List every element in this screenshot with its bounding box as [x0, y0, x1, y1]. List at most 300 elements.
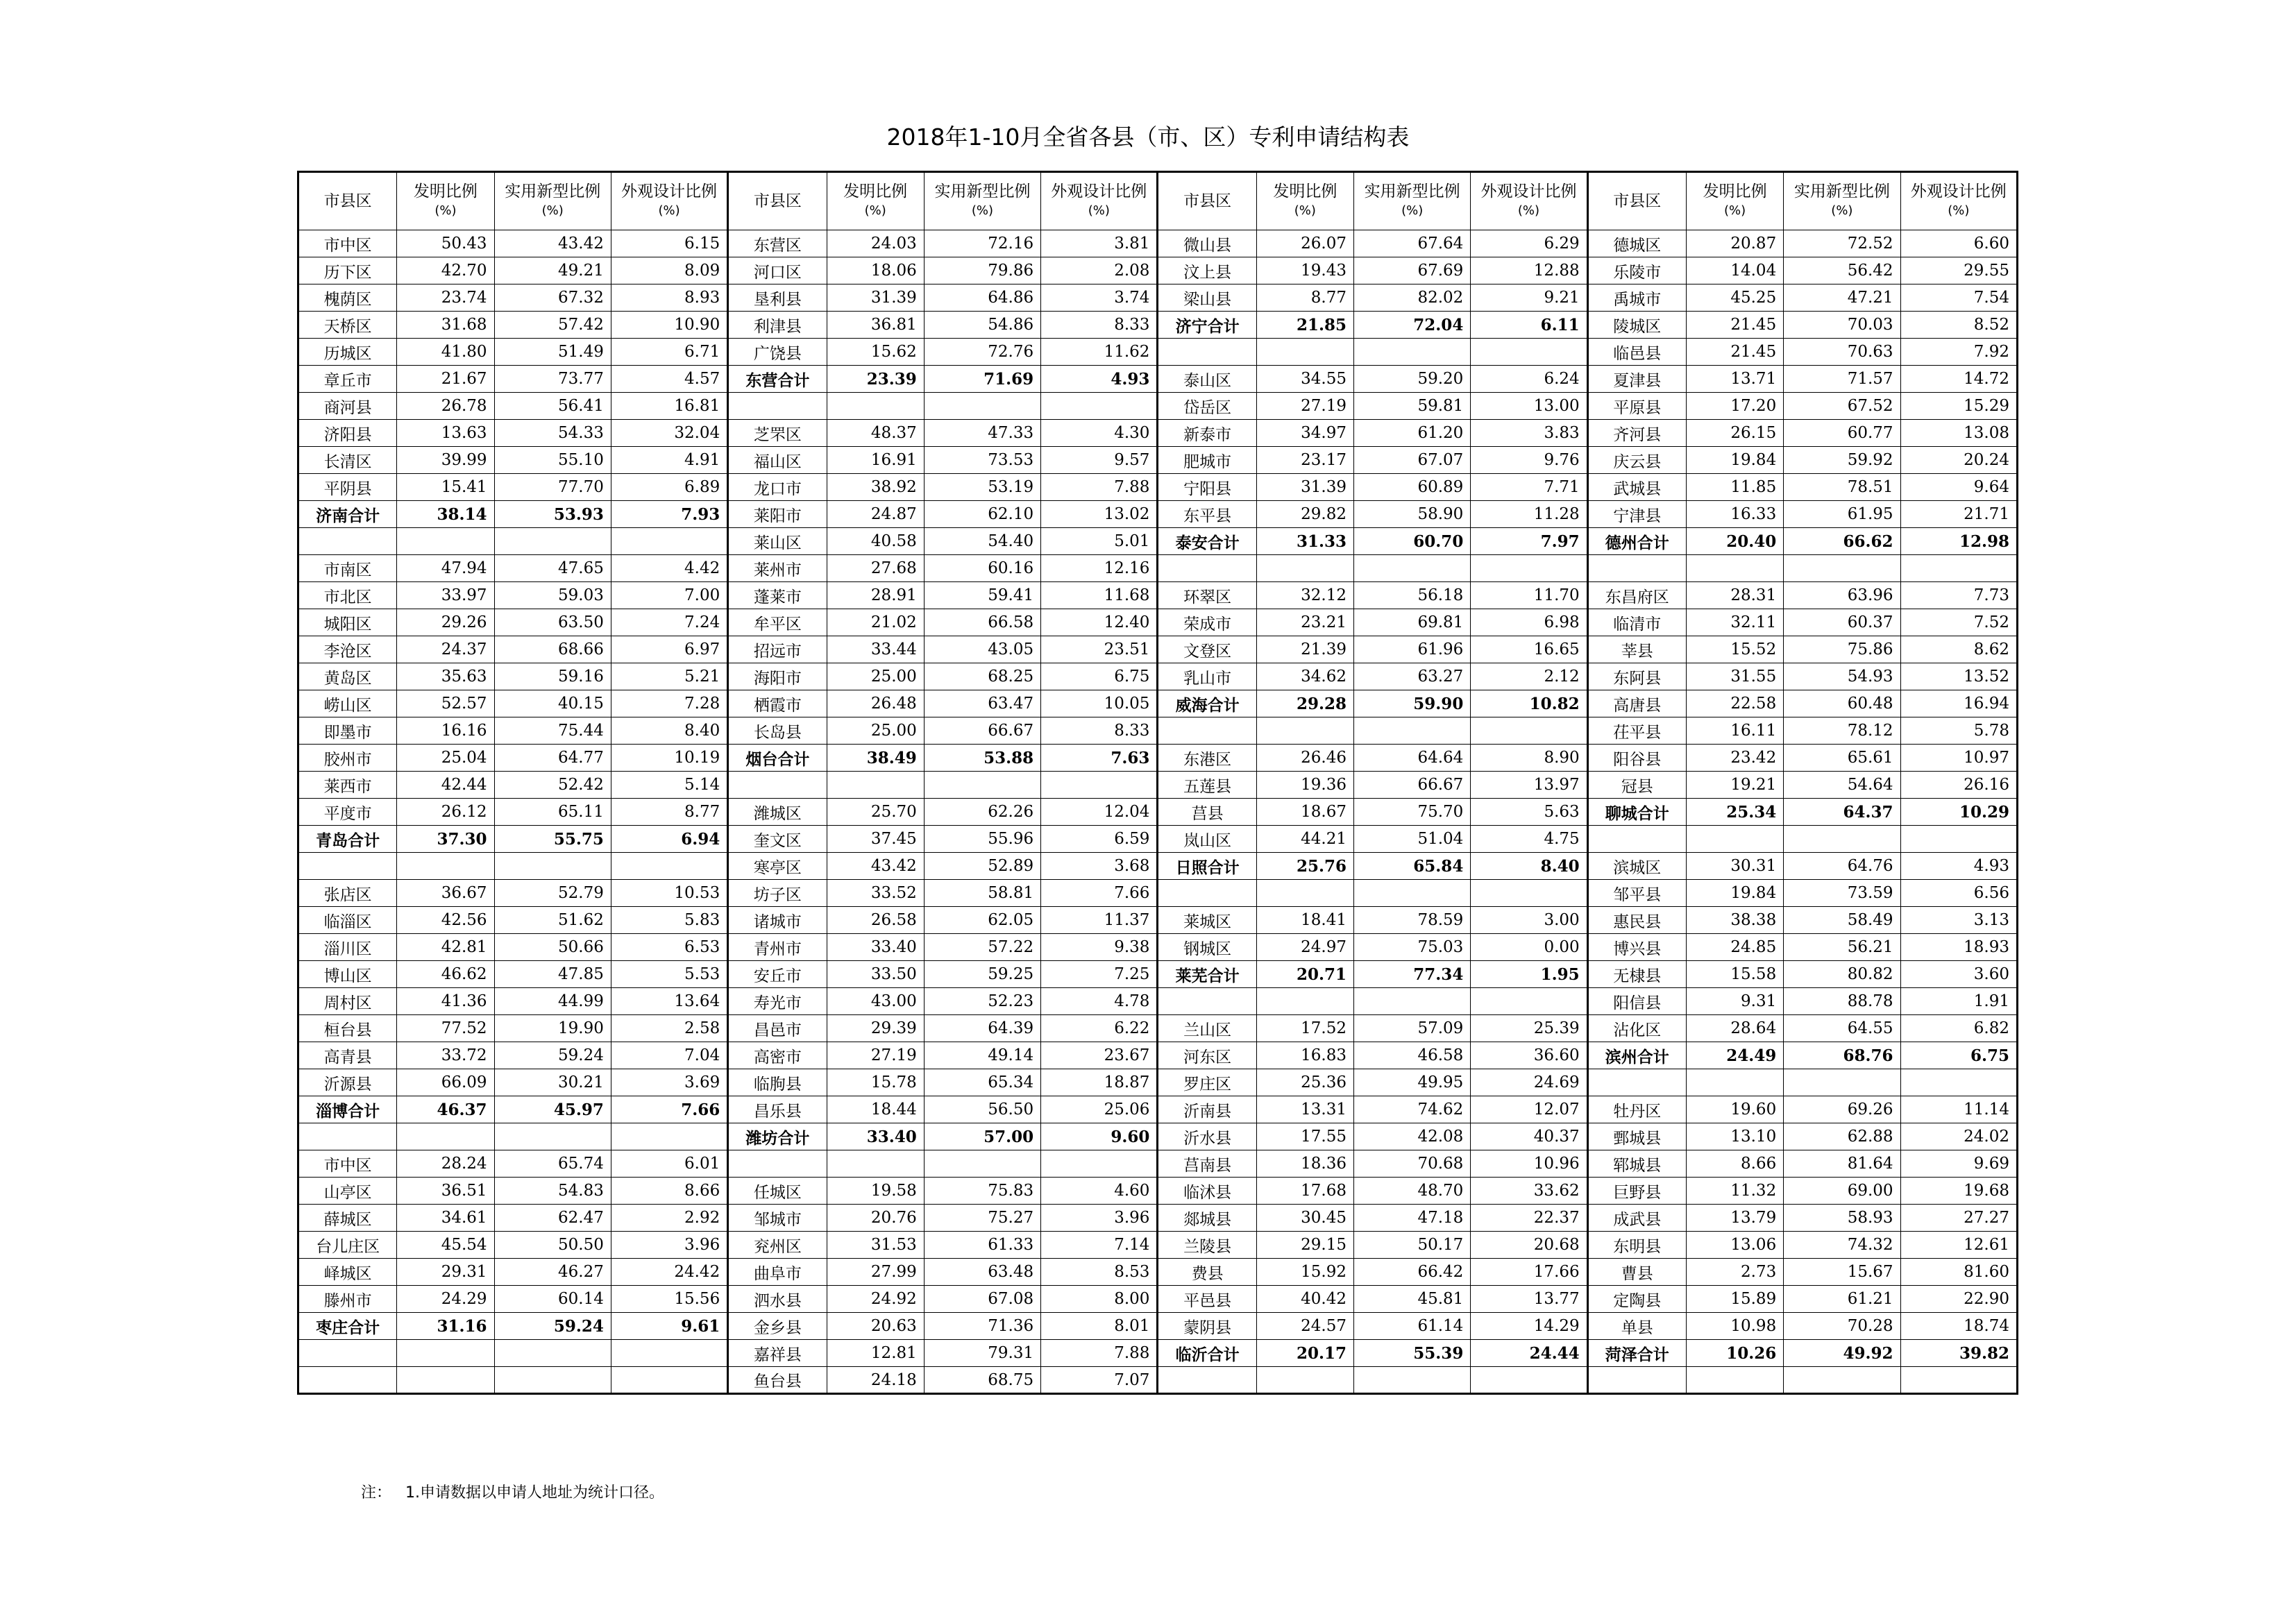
- invention-cell: 26.15: [1686, 420, 1783, 447]
- table-row: [298, 257, 2018, 284]
- utility-cell: [1354, 1367, 1471, 1394]
- region-cell: 东阿县: [1587, 663, 1686, 690]
- invention-cell: 25.04: [397, 745, 494, 772]
- header-invention-label: 发明比例: [413, 182, 478, 201]
- utility-cell: 59.81: [1354, 393, 1471, 420]
- header-row: [298, 172, 2018, 230]
- design-cell: 4.91: [611, 447, 727, 474]
- invention-cell: 44.21: [1256, 826, 1353, 853]
- design-cell: 7.14: [1041, 1232, 1158, 1259]
- header-utility: [924, 172, 1040, 230]
- design-cell: 18.87: [1041, 1069, 1158, 1096]
- header-utility: [494, 172, 611, 230]
- utility-cell: 88.78: [1784, 988, 1900, 1015]
- design-cell: 13.77: [1471, 1286, 1587, 1313]
- header-invention: [1686, 172, 1783, 230]
- table-row: [298, 1259, 2018, 1286]
- region-cell: 五莲县: [1158, 772, 1256, 799]
- utility-cell: 75.70: [1354, 799, 1471, 826]
- invention-cell: 27.99: [827, 1259, 924, 1286]
- design-cell: [611, 853, 727, 880]
- invention-cell: 19.36: [1256, 772, 1353, 799]
- invention-cell: [1256, 988, 1353, 1015]
- region-cell: 鄄城县: [1587, 1123, 1686, 1150]
- design-cell: [1900, 1367, 2017, 1394]
- utility-cell: 77.34: [1354, 961, 1471, 988]
- header-region: [298, 172, 397, 230]
- utility-cell: 68.25: [924, 663, 1040, 690]
- invention-cell: 13.10: [1686, 1123, 1783, 1150]
- design-cell: 6.29: [1471, 230, 1587, 257]
- utility-cell: 72.16: [924, 230, 1040, 257]
- utility-cell: 59.41: [924, 582, 1040, 609]
- design-cell: 4.78: [1041, 988, 1158, 1015]
- region-cell: 新泰市: [1158, 420, 1256, 447]
- table-row: [298, 1232, 2018, 1259]
- utility-cell: 66.42: [1354, 1259, 1471, 1286]
- invention-cell: 28.91: [827, 582, 924, 609]
- table-row: [298, 853, 2018, 880]
- invention-cell: 32.11: [1686, 609, 1783, 636]
- region-cell: 垦利县: [728, 284, 827, 312]
- invention-cell: 48.37: [827, 420, 924, 447]
- design-cell: 16.94: [1900, 690, 2017, 717]
- utility-cell: 56.18: [1354, 582, 1471, 609]
- region-cell: [1158, 555, 1256, 582]
- invention-cell: 26.48: [827, 690, 924, 717]
- invention-cell: 33.52: [827, 880, 924, 907]
- region-cell: 平邑县: [1158, 1286, 1256, 1313]
- design-cell: 8.62: [1900, 636, 2017, 663]
- utility-cell: 47.85: [494, 961, 611, 988]
- region-cell: 市中区: [298, 230, 397, 257]
- region-cell: 临清市: [1587, 609, 1686, 636]
- design-cell: 13.00: [1471, 393, 1587, 420]
- utility-cell: 65.84: [1354, 853, 1471, 880]
- utility-cell: 49.21: [494, 257, 611, 284]
- region-cell: 惠民县: [1587, 907, 1686, 934]
- invention-cell: 8.77: [1256, 284, 1353, 312]
- utility-cell: 73.53: [924, 447, 1040, 474]
- design-cell: 36.60: [1471, 1042, 1587, 1069]
- table-row: [298, 1096, 2018, 1123]
- invention-cell: 52.57: [397, 690, 494, 717]
- invention-cell: 50.43: [397, 230, 494, 257]
- utility-cell: 62.88: [1784, 1123, 1900, 1150]
- region-cell: 东营区: [728, 230, 827, 257]
- design-cell: 7.66: [611, 1096, 727, 1123]
- utility-cell: [494, 1123, 611, 1150]
- region-cell: 菏泽合计: [1587, 1340, 1686, 1367]
- invention-cell: 18.44: [827, 1096, 924, 1123]
- region-cell: 牡丹区: [1587, 1096, 1686, 1123]
- region-cell: 梁山县: [1158, 284, 1256, 312]
- region-cell: 郓城县: [1587, 1150, 1686, 1178]
- region-cell: 坊子区: [728, 880, 827, 907]
- design-cell: 6.60: [1900, 230, 2017, 257]
- design-cell: 12.61: [1900, 1232, 2017, 1259]
- design-cell: [1471, 880, 1587, 907]
- table-row: [298, 1367, 2018, 1394]
- invention-cell: 15.52: [1686, 636, 1783, 663]
- design-cell: 10.05: [1041, 690, 1158, 717]
- invention-cell: 15.62: [827, 339, 924, 366]
- region-cell: 寿光市: [728, 988, 827, 1015]
- header-utility-label: 实用新型比例: [505, 182, 601, 201]
- invention-cell: 11.85: [1686, 474, 1783, 501]
- design-cell: 9.21: [1471, 284, 1587, 312]
- design-cell: 16.81: [611, 393, 727, 420]
- utility-cell: 64.76: [1784, 853, 1900, 880]
- utility-cell: 72.04: [1354, 312, 1471, 339]
- invention-cell: 45.25: [1686, 284, 1783, 312]
- design-cell: 15.56: [611, 1286, 727, 1313]
- invention-cell: 42.81: [397, 934, 494, 961]
- invention-cell: 38.38: [1686, 907, 1783, 934]
- invention-cell: 39.99: [397, 447, 494, 474]
- invention-cell: 33.97: [397, 582, 494, 609]
- design-cell: 6.59: [1041, 826, 1158, 853]
- invention-cell: [1256, 880, 1353, 907]
- region-cell: 青岛合计: [298, 826, 397, 853]
- design-cell: 10.96: [1471, 1150, 1587, 1178]
- invention-cell: 45.54: [397, 1232, 494, 1259]
- utility-cell: 54.64: [1784, 772, 1900, 799]
- header-design: [611, 172, 727, 230]
- design-cell: 11.70: [1471, 582, 1587, 609]
- invention-cell: 29.31: [397, 1259, 494, 1286]
- region-cell: 薛城区: [298, 1205, 397, 1232]
- invention-cell: 37.45: [827, 826, 924, 853]
- design-cell: [1471, 1367, 1587, 1394]
- invention-cell: 23.74: [397, 284, 494, 312]
- utility-cell: 30.21: [494, 1069, 611, 1096]
- region-cell: 德州合计: [1587, 528, 1686, 555]
- unit-label: (%): [1831, 203, 1853, 218]
- design-cell: 7.28: [611, 690, 727, 717]
- design-cell: 5.21: [611, 663, 727, 690]
- region-cell: 任城区: [728, 1178, 827, 1205]
- utility-cell: 72.52: [1784, 230, 1900, 257]
- invention-cell: [397, 853, 494, 880]
- invention-cell: [827, 1150, 924, 1178]
- invention-cell: 30.31: [1686, 853, 1783, 880]
- region-cell: 无棣县: [1587, 961, 1686, 988]
- design-cell: [1900, 1069, 2017, 1096]
- design-cell: 13.02: [1041, 501, 1158, 528]
- utility-cell: 60.70: [1354, 528, 1471, 555]
- design-cell: 8.01: [1041, 1313, 1158, 1340]
- utility-cell: 60.16: [924, 555, 1040, 582]
- invention-cell: 13.31: [1256, 1096, 1353, 1123]
- invention-cell: 17.55: [1256, 1123, 1353, 1150]
- region-cell: 莱阳市: [728, 501, 827, 528]
- region-cell: [1158, 880, 1256, 907]
- region-cell: 章丘市: [298, 366, 397, 393]
- utility-cell: 45.81: [1354, 1286, 1471, 1313]
- footnote: [361, 1481, 678, 1502]
- table-row: [298, 501, 2018, 528]
- region-cell: 博兴县: [1587, 934, 1686, 961]
- region-cell: 茌平县: [1587, 717, 1686, 745]
- region-cell: 市中区: [298, 1150, 397, 1178]
- region-cell: 邹城市: [728, 1205, 827, 1232]
- design-cell: 14.29: [1471, 1313, 1587, 1340]
- region-cell: [1587, 1069, 1686, 1096]
- header-region-label: 市县区: [1613, 192, 1662, 210]
- invention-cell: 42.56: [397, 907, 494, 934]
- region-cell: 宁阳县: [1158, 474, 1256, 501]
- design-cell: 11.14: [1900, 1096, 2017, 1123]
- table-row: [298, 1069, 2018, 1096]
- page-title: 2018年1-10月全省各县（市、区）专利申请结构表: [886, 124, 1410, 151]
- design-cell: 18.93: [1900, 934, 2017, 961]
- design-cell: 8.40: [611, 717, 727, 745]
- invention-cell: 66.09: [397, 1069, 494, 1096]
- design-cell: 25.06: [1041, 1096, 1158, 1123]
- utility-cell: 55.39: [1354, 1340, 1471, 1367]
- design-cell: 7.00: [611, 582, 727, 609]
- footnote-label: 注：: [361, 1484, 392, 1502]
- invention-cell: 40.42: [1256, 1286, 1353, 1313]
- design-cell: 29.55: [1900, 257, 2017, 284]
- design-cell: [611, 1340, 727, 1367]
- utility-cell: 56.42: [1784, 257, 1900, 284]
- table-row: [298, 717, 2018, 745]
- region-cell: [298, 853, 397, 880]
- invention-cell: 10.26: [1686, 1340, 1783, 1367]
- utility-cell: 82.02: [1354, 284, 1471, 312]
- invention-cell: 38.14: [397, 501, 494, 528]
- utility-cell: 68.66: [494, 636, 611, 663]
- utility-cell: [1354, 339, 1471, 366]
- design-cell: 6.01: [611, 1150, 727, 1178]
- invention-cell: 36.67: [397, 880, 494, 907]
- region-cell: 环翠区: [1158, 582, 1256, 609]
- region-cell: 岚山区: [1158, 826, 1256, 853]
- invention-cell: 34.61: [397, 1205, 494, 1232]
- invention-cell: 24.18: [827, 1367, 924, 1394]
- region-cell: 平原县: [1587, 393, 1686, 420]
- header-region-label: 市县区: [323, 192, 372, 210]
- region-cell: [1158, 988, 1256, 1015]
- region-cell: 定陶县: [1587, 1286, 1686, 1313]
- design-cell: 26.16: [1900, 772, 2017, 799]
- design-cell: [611, 1123, 727, 1150]
- region-cell: 滨城区: [1587, 853, 1686, 880]
- table-row: [298, 663, 2018, 690]
- invention-cell: 46.37: [397, 1096, 494, 1123]
- design-cell: 4.30: [1041, 420, 1158, 447]
- utility-cell: 55.96: [924, 826, 1040, 853]
- utility-cell: [1354, 555, 1471, 582]
- invention-cell: 20.76: [827, 1205, 924, 1232]
- table-row: [298, 690, 2018, 717]
- utility-cell: 67.69: [1354, 257, 1471, 284]
- design-cell: 9.64: [1900, 474, 2017, 501]
- table-row: [298, 1042, 2018, 1069]
- design-cell: 8.53: [1041, 1259, 1158, 1286]
- design-cell: 14.72: [1900, 366, 2017, 393]
- design-cell: 9.69: [1900, 1150, 2017, 1178]
- utility-cell: [494, 528, 611, 555]
- design-cell: 12.07: [1471, 1096, 1587, 1123]
- unit-label: (%): [1088, 203, 1110, 218]
- region-cell: 青州市: [728, 934, 827, 961]
- utility-cell: 66.62: [1784, 528, 1900, 555]
- region-cell: 东平县: [1158, 501, 1256, 528]
- utility-cell: 65.11: [494, 799, 611, 826]
- design-cell: [1471, 555, 1587, 582]
- region-cell: [1587, 826, 1686, 853]
- design-cell: [1471, 717, 1587, 745]
- design-cell: 7.88: [1041, 474, 1158, 501]
- utility-cell: 68.75: [924, 1367, 1040, 1394]
- invention-cell: 17.52: [1256, 1015, 1353, 1042]
- invention-cell: 19.84: [1686, 447, 1783, 474]
- utility-cell: 61.33: [924, 1232, 1040, 1259]
- design-cell: 25.39: [1471, 1015, 1587, 1042]
- design-cell: 6.98: [1471, 609, 1587, 636]
- table-row: [298, 582, 2018, 609]
- utility-cell: [924, 1150, 1040, 1178]
- design-cell: 22.90: [1900, 1286, 2017, 1313]
- region-cell: 山亭区: [298, 1178, 397, 1205]
- design-cell: 5.53: [611, 961, 727, 988]
- utility-cell: 67.64: [1354, 230, 1471, 257]
- region-cell: 莒县: [1158, 799, 1256, 826]
- utility-cell: 78.59: [1354, 907, 1471, 934]
- utility-cell: 51.04: [1354, 826, 1471, 853]
- region-cell: 崂山区: [298, 690, 397, 717]
- utility-cell: [1784, 1367, 1900, 1394]
- utility-cell: 78.12: [1784, 717, 1900, 745]
- invention-cell: [1256, 555, 1353, 582]
- region-cell: 长岛县: [728, 717, 827, 745]
- region-cell: 泗水县: [728, 1286, 827, 1313]
- table-row: [298, 1178, 2018, 1205]
- invention-cell: 42.44: [397, 772, 494, 799]
- design-cell: 6.22: [1041, 1015, 1158, 1042]
- utility-cell: 52.23: [924, 988, 1040, 1015]
- invention-cell: 25.00: [827, 717, 924, 745]
- utility-cell: [1784, 555, 1900, 582]
- utility-cell: [494, 1340, 611, 1367]
- invention-cell: 28.64: [1686, 1015, 1783, 1042]
- region-cell: 泰安合计: [1158, 528, 1256, 555]
- invention-cell: 26.46: [1256, 745, 1353, 772]
- design-cell: 8.33: [1041, 717, 1158, 745]
- invention-cell: 25.76: [1256, 853, 1353, 880]
- table-row: [298, 393, 2018, 420]
- invention-cell: 24.29: [397, 1286, 494, 1313]
- utility-cell: 64.39: [924, 1015, 1040, 1042]
- design-cell: [611, 528, 727, 555]
- design-cell: 24.69: [1471, 1069, 1587, 1096]
- region-cell: 高唐县: [1587, 690, 1686, 717]
- unit-label: (%): [434, 203, 457, 218]
- invention-cell: 34.62: [1256, 663, 1353, 690]
- unit-label: (%): [864, 203, 886, 218]
- utility-cell: 70.28: [1784, 1313, 1900, 1340]
- design-cell: 12.98: [1900, 528, 2017, 555]
- invention-cell: 24.87: [827, 501, 924, 528]
- design-cell: 6.11: [1471, 312, 1587, 339]
- region-cell: 济宁合计: [1158, 312, 1256, 339]
- region-cell: 东明县: [1587, 1232, 1686, 1259]
- region-cell: 鱼台县: [728, 1367, 827, 1394]
- utility-cell: 66.67: [924, 717, 1040, 745]
- utility-cell: 59.24: [494, 1042, 611, 1069]
- region-cell: 冠县: [1587, 772, 1686, 799]
- utility-cell: 55.10: [494, 447, 611, 474]
- region-cell: 峄城区: [298, 1259, 397, 1286]
- region-cell: 齐河县: [1587, 420, 1686, 447]
- region-cell: 临沭县: [1158, 1178, 1256, 1205]
- region-cell: 安丘市: [728, 961, 827, 988]
- utility-cell: 61.96: [1354, 636, 1471, 663]
- invention-cell: 21.45: [1686, 339, 1783, 366]
- invention-cell: 77.52: [397, 1015, 494, 1042]
- region-cell: 东营合计: [728, 366, 827, 393]
- invention-cell: 46.62: [397, 961, 494, 988]
- table-row: [298, 339, 2018, 366]
- invention-cell: 29.82: [1256, 501, 1353, 528]
- design-cell: 6.82: [1900, 1015, 2017, 1042]
- invention-cell: 24.85: [1686, 934, 1783, 961]
- utility-cell: 70.03: [1784, 312, 1900, 339]
- invention-cell: 10.98: [1686, 1313, 1783, 1340]
- utility-cell: 57.22: [924, 934, 1040, 961]
- region-cell: 潍坊合计: [728, 1123, 827, 1150]
- invention-cell: [1256, 717, 1353, 745]
- utility-cell: 73.77: [494, 366, 611, 393]
- invention-cell: 19.21: [1686, 772, 1783, 799]
- utility-cell: 62.10: [924, 501, 1040, 528]
- utility-cell: 59.92: [1784, 447, 1900, 474]
- header-utility-label: 实用新型比例: [934, 182, 1031, 201]
- header-region: [1587, 172, 1686, 230]
- design-cell: 6.94: [611, 826, 727, 853]
- table-row: [298, 1205, 2018, 1232]
- design-cell: 81.60: [1900, 1259, 2017, 1286]
- region-cell: 平度市: [298, 799, 397, 826]
- region-cell: 潍城区: [728, 799, 827, 826]
- design-cell: 9.38: [1041, 934, 1158, 961]
- invention-cell: 23.17: [1256, 447, 1353, 474]
- design-cell: 16.65: [1471, 636, 1587, 663]
- region-cell: 蒙阴县: [1158, 1313, 1256, 1340]
- invention-cell: 41.36: [397, 988, 494, 1015]
- region-cell: 莱西市: [298, 772, 397, 799]
- invention-cell: 20.40: [1686, 528, 1783, 555]
- invention-cell: 27.19: [1256, 393, 1353, 420]
- design-cell: 6.71: [611, 339, 727, 366]
- header-design: [1041, 172, 1158, 230]
- design-cell: 11.62: [1041, 339, 1158, 366]
- utility-cell: 55.75: [494, 826, 611, 853]
- invention-cell: 13.63: [397, 420, 494, 447]
- invention-cell: 31.55: [1686, 663, 1783, 690]
- utility-cell: 63.50: [494, 609, 611, 636]
- patent-structure-table: [297, 171, 2018, 1395]
- region-cell: 牟平区: [728, 609, 827, 636]
- region-cell: 临淄区: [298, 907, 397, 934]
- invention-cell: 18.06: [827, 257, 924, 284]
- design-cell: [1900, 555, 2017, 582]
- design-cell: [1041, 393, 1158, 420]
- invention-cell: 21.39: [1256, 636, 1353, 663]
